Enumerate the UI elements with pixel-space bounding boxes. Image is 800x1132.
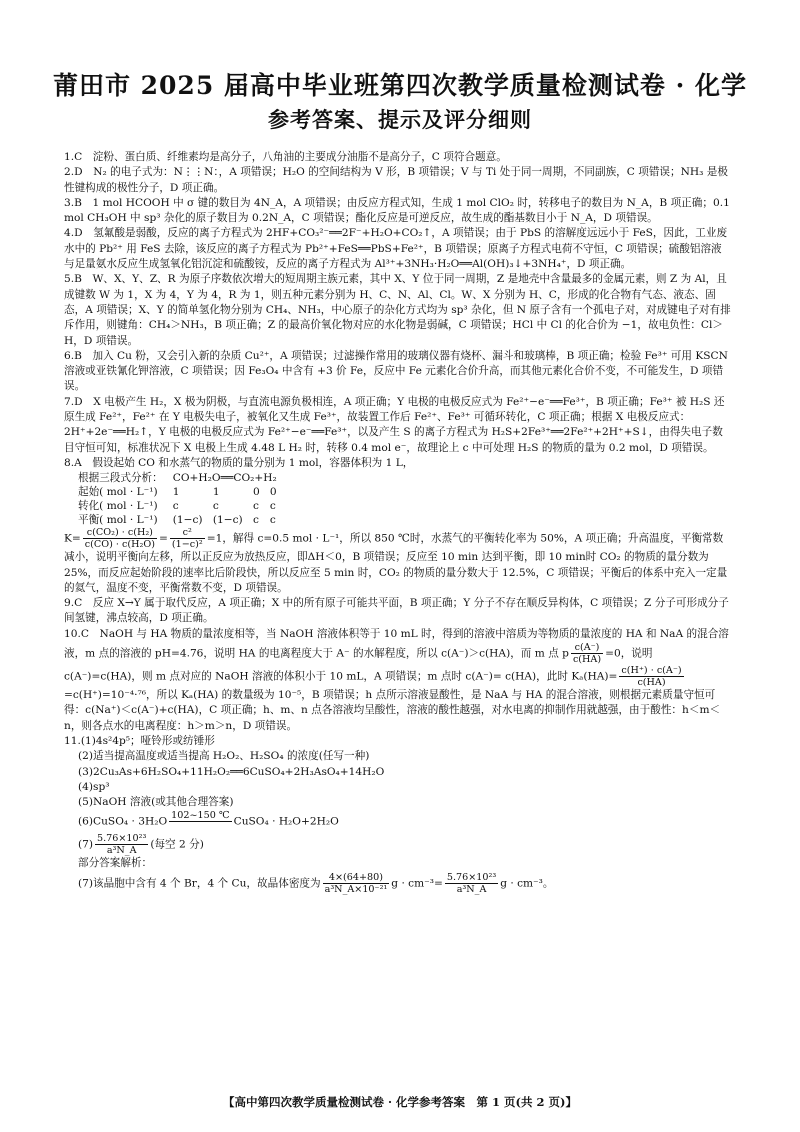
ka-fraction: $\frac{c(H^+) \cdot c(A^-)}{c(HA)}$: [621, 665, 682, 689]
answer-6: 6.B 加入 Cu 粉，又会引入新的杂质 Cu²⁺，A 项错误；过滤操作常用的玻璃仪器有烧杯、漏斗和玻璃棒，B 项正确；检验 Fe³⁺ 可用 KSCN 溶液或亚铁氰化钾溶液，C 项错误；因 Fe₃O₄ 中含有 +3 价 Fe，反应中 Fe 元素化合价升高，而其他元素化合价不变，不可能发生，D 项错误。: [64, 349, 728, 393]
answer-11-4: (4)sp³: [78, 780, 110, 793]
answer-11-6: (6)CuSO₄ · 3H₂O 102~150 ℃ CuSO₄ · H₂O+2H₂O: [64, 810, 732, 833]
three-stage-label: 根据三段式分析：: [78, 472, 163, 485]
reaction-condition: 102~150 ℃: [171, 810, 230, 822]
page-title: 莆田市 2025 届高中毕业班第四次教学质量检测试卷 · 化学: [52, 71, 748, 100]
answer-4: 4.D 氢氟酸是弱酸，反应的离子方程式为 2HF+CO₃²⁻══2F⁻+H₂O+CO₂↑，A 项错误；由于 PbS 的溶解度远远小于 FeS，因此，工业废水中的 Pb²⁺ 用 FeS 去除，该反应的离子方程式为 Pb²⁺+FeS══PbS+Fe²⁺，B 项错误；原离子方程式电荷不守恒，C 项错误；硫酸铝溶液与足量氨水反应生成氢氧化铝沉淀和硫酸铵，反应的离子方程式为 Al³⁺+3NH₃·H₂O══Al(OH)₃↓+3NH₄⁺，D 项正确。: [64, 227, 728, 271]
page-subtitle: 参考答案、提示及评分细则: [268, 107, 532, 132]
answer-1: 1.C 淀粉、蛋白质、纤维素均是高分子，八角油的主要成分油脂不是高分子，C 项符合题意。: [64, 151, 507, 163]
answer-10: 10.C NaOH 与 HA 物质的量浓度相等，当 NaOH 溶液体积等于 10 mL 时，得到的溶液中溶质为等物质的量浓度的 HA 和 NaA 的混合溶液，m 点的溶液的 pH=4.76，说明 HA 的电离程度大于 A⁻ 的水解程度，所以 c(A⁻)＞c(HA)，而 m 点 p $\frac{c(A^-)}{c(HA)}$ =0，说明 c(A⁻)=c(HA)，则 m 点对应的 NaOH 溶液的体积小于 10 mL，A 项错误；m 点时 c(A⁻)= c(HA)，此时 Kₐ(HA)= $\frac{c(H^+) \cdot c(A^-)}{c(HA)}$ =c(H⁺)=10⁻⁴·⁷⁶，所以 Kₐ(HA) 的数量级为 10⁻⁵，B 项错误；h 点所示溶液显酸性，是 NaA 与 HA 的混合溶液，则根据元素质量守恒可得：c(Na⁺)＜c(A⁻)+c(HA)，C 项正确；h、m、n 点各溶液均呈酸性，溶液的酸性越强，对水电离的抑制作用就越强，由于酸性：h＜m＜n，则各点水的电离程度：h＞m＞n，D 项错误。: [64, 627, 729, 732]
density-result-fraction: $\frac{\text{5.76×10²³}}{\text{a³N\_A}}$: [446, 871, 497, 895]
answer-body: [64, 150, 732, 895]
density-calc-fraction: $\frac{4\times(64+80)}{\text{a³N\_A×10⁻²¹}}$: [324, 871, 388, 895]
answer-11-7: (7) $\frac{\text{5.76×10²³}}{\text{a³N\_A}}$ (每空 2 分): [78, 833, 204, 857]
answer-11-7-explanation: (7)该晶胞中含有 4 个 Br，4 个 Cu，故晶体密度为 $\frac{4\times(64+80)}{\text{a³N\_A×10⁻²¹}}$ g · cm⁻³= $\frac{\text{5.76×10²³}}{\text{a³N\_A}}$ g · cm⁻³。: [78, 871, 554, 895]
table-row: 转化( mol · L⁻¹) c c c c: [78, 500, 276, 513]
answer-8-intro: 8.A 假设起始 CO 和水蒸气的物质的量分别为 1 mol，容器体积为 1 L，: [64, 456, 414, 469]
page-footer: 【高中第四次教学质量检测试卷 · 化学参考答案 第 1 页(共 2 页)】: [223, 1095, 577, 1109]
table-row: 平衡( mol · L⁻¹) (1−c) (1−c) c c: [78, 514, 276, 527]
table-row: 起始( mol · L⁻¹) 1 1 0 0: [78, 486, 277, 499]
answer-11-2: (2)适当提高温度或适当提高 H₂O₂、H₂SO₄ 的浓度(任写一种): [78, 750, 370, 763]
partial-explanation-label: 部分答案解析：: [78, 857, 153, 870]
three-stage-equation: CO+H₂O══CO₂+H₂: [172, 472, 277, 485]
k-fraction-2: $\frac{\text{c²}}{\text{(1−c)²}}$: [171, 527, 203, 551]
answer-9: 9.C 反应 X→Y 属于取代反应，A 项正确；X 中的所有原子可能共平面，B 项正确；Y 分子不存在顺反异构体，C 项错误；Z 分子可形成分子间氢键，沸点较高，D 项正确。: [64, 597, 729, 625]
answer-7: 7.D X 电极产生 H₂，X 极为阴极，与直流电源负极相连，A 项正确；Y 电极的电极反应式为 Fe²⁺−e⁻══Fe³⁺，B 项正确；Fe³⁺ 被 H₂S 还原生成 Fe²⁺，Fe²⁺ 在 Y 电极失电子，被氧化又生成 Fe³⁺，故装置工作后 Fe²⁺、Fe³⁺ 可循环转化，C 项正确；根据 X 电极反应式：2H⁺+2e⁻══H₂↑，Y 电极的电极反应式为 Fe²⁺−e⁻══Fe³⁺，以及产生 S 的离子方程式为 H₂S+2Fe³⁺══2Fe²⁺+2H⁺+S↓，由得失电子数目守恒可知，标准状况下 X 电极上生成 4.48 L H₂ 时，转移 0.4 mol e⁻，故理论上 c 中可处理 H₂S 的物质的量为 0.2 mol，D 项错误。: [64, 395, 725, 454]
k-fraction: $\frac{\text{c(CO₂) · c(H₂)}}{\text{c(CO) · c(H₂O)}}$: [84, 527, 155, 551]
density-fraction: $\frac{\text{5.76×10²³}}{\text{a³N\_A}}$: [97, 833, 147, 857]
answer-11-5: (5)NaOH 溶液(或其他合理答案): [78, 796, 234, 809]
answer-11-3: (3)2Cu₃As+6H₂SO₄+11H₂O₂══6CuSO₄+2H₃AsO₄+14H₂O: [78, 765, 385, 778]
answer-2: 2.D N₂ 的电子式为：N⋮⋮N：，A 项错误；H₂O 的空间结构为 V 形，B 项错误；V 与 Ti 处于同一周期，不同副族，C 项错误；NH₃ 是极性键构成的极性分子，D 项正确。: [64, 166, 728, 194]
answer-8-k: K= $\frac{\text{c(CO₂) · c(H₂)}}{\text{c(CO) · c(H₂O)}}$ = $\frac{\text{c²}}{\text{(1−c)²}}$ =1，解得 c=0.5 mol · L⁻¹，所以 850 ℃时，水蒸气的平衡转化率为 50%，A 项正确；升高温度，平衡常数减小，说明平衡向左移，所以正反应为放热反应，即ΔH＜0，B 项错误；反应至 10 min 达到平衡，即 10 min时 CO₂ 的物质的量分数为 25%，而反应起始阶段的速率比后阶段快，所以反应至 5 min 时，CO₂ 的物质的量分数大于 12.5%，C 项错误；平衡后的体系中充入一定量的氦气，温度不变，平衡常数不变，D 项错误。: [64, 527, 728, 594]
three-stage-table: [78, 471, 287, 527]
p-fraction: $\frac{c(A^-)}{c(HA)}$: [572, 642, 602, 666]
answer-3: 3.B 1 mol HCOOH 中 σ 键的数目为 4N_A，A 项错误；由反应方程式知，生成 1 mol ClO₂ 时，转移电子的数目为 N_A，B 项正确；0.1 mol CH₃OH 中 sp³ 杂化的原子数目为 0.2N_A，C 项错误；酯化反应是可逆反应，故生成的酯基数目小于 N_A，D 项错误。: [64, 196, 730, 225]
answer-5: 5.B W、X、Y、Z、R 为原子序数依次增大的短周期主族元素，其中 X、Y 位于同一周期，Z 是地壳中含量最多的金属元素，则 Z 为 Al，且成键数 W 为 1，X 为 4，Y 为 4，R 为 1，则五种元素分别为 H、C、N、Al、Cl。W、X 分别为 H、C，形成的化合物有气态、液态、固态，A 项错误；X、Y 的简单氢化物分别为 CH₄、NH₃，中心原子的杂化方式均为 sp³ 杂化，但 N 原子含有一个孤电子对，对成键电子对有排斥作用，则键角：CH₄＞NH₃，B 项正确；Z 的最高价氧化物对应的水化物是弱碱，C 项错误；HCl 中 Cl 的化合价为 −1，故电负性：Cl＞H，D 项错误。: [64, 273, 731, 347]
answer-11-head: 11.(1)4s²4p⁵；哑铃形或纺锤形: [64, 734, 215, 747]
